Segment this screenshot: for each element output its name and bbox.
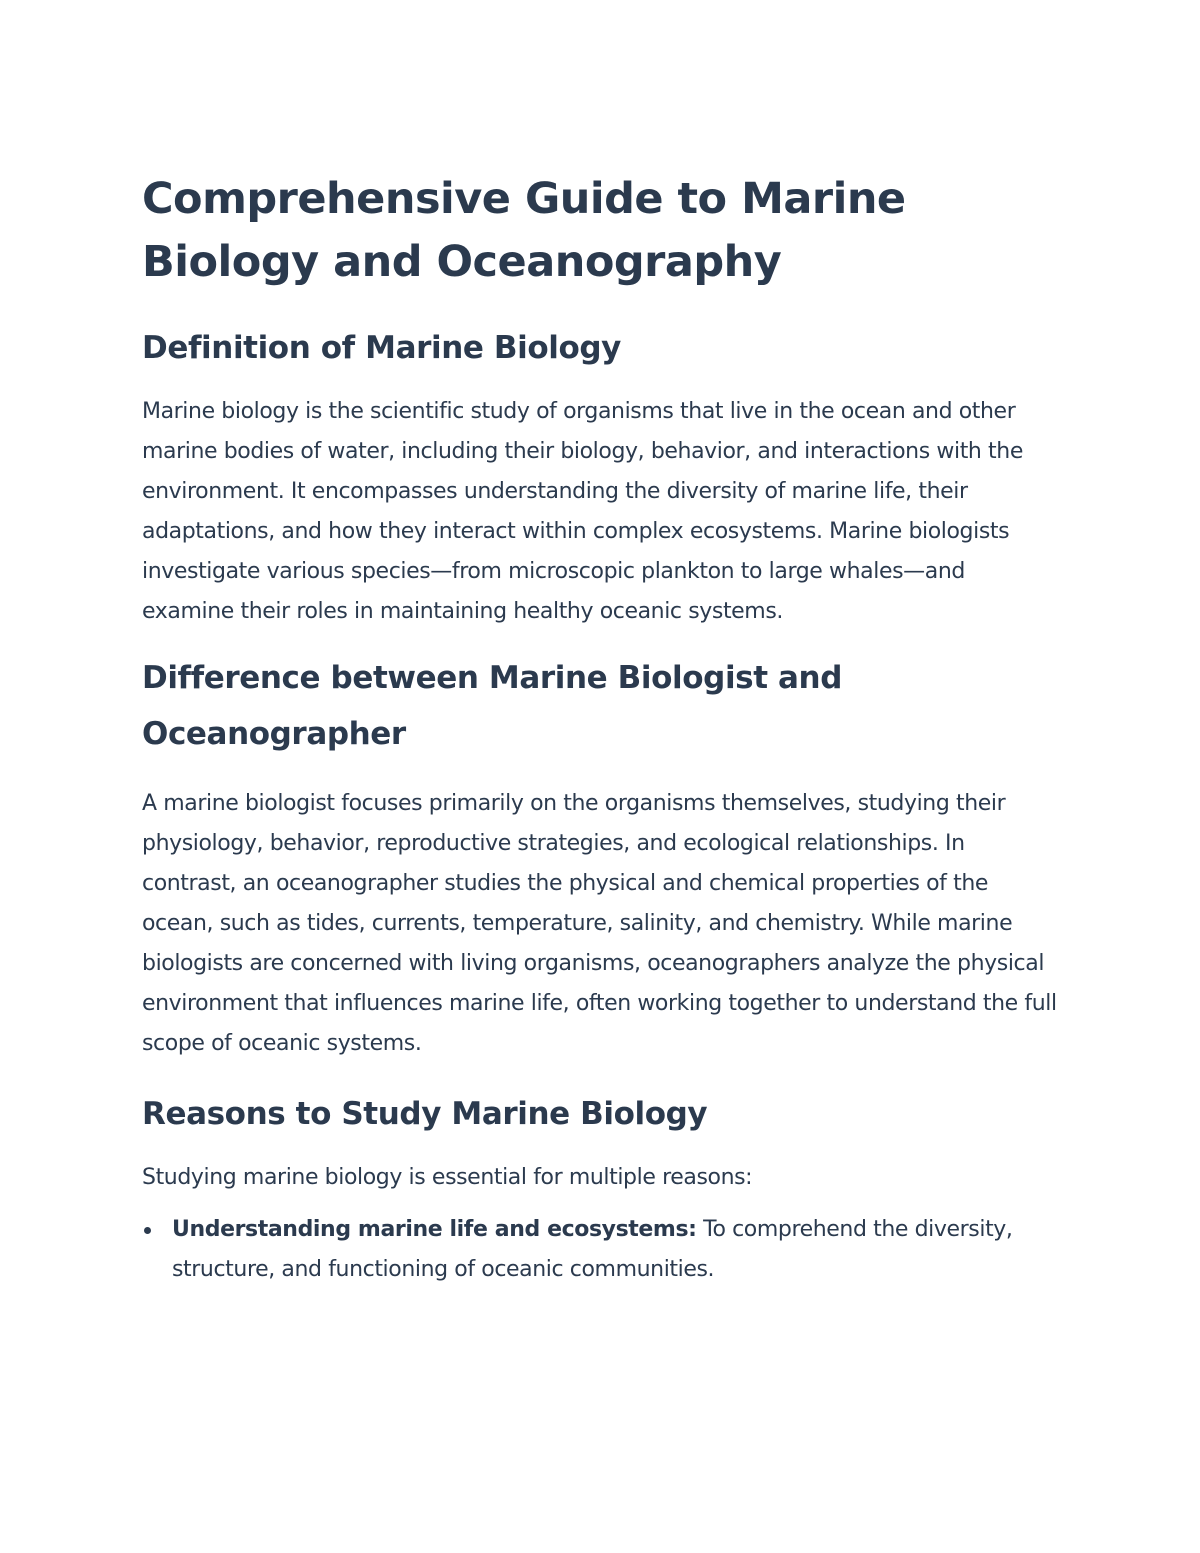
document-title: Comprehensive Guide to Marine Biology and Oceanography bbox=[142, 174, 906, 287]
section-paragraph-reasons: Studying marine biology is essential for multiple reasons: bbox=[142, 1165, 753, 1190]
section-paragraph-definition: Marine biology is the scientific study of organisms that live in the ocean and other marine bodies of water, including their biology, behavior, and interactions with the environment. It encompasses understanding the diversity of marine life, their adaptations, and how they interact within complex ecosystems. Marine biologists investigate various species—from microscopic plankton to large whales—and examine their roles in maintaining healthy oceanic systems. bbox=[142, 399, 1023, 624]
list-item-bold-label: Understanding marine life and ecosystems: bbox=[172, 1217, 697, 1242]
section-heading-definition: Definition of Marine Biology bbox=[142, 330, 621, 366]
section-heading-difference: Difference between Marine Biologist and Oceanographer bbox=[142, 660, 843, 752]
document-page bbox=[142, 168, 1062, 1290]
reasons-list bbox=[142, 1210, 1062, 1290]
bullet-icon bbox=[144, 1227, 151, 1234]
section-heading-reasons: Reasons to Study Marine Biology bbox=[142, 1096, 708, 1132]
list-item-text: To comprehend the diversity, structure, and functioning of oceanic communities. bbox=[172, 1217, 1013, 1282]
section-paragraph-difference: A marine biologist focuses primarily on the organisms themselves, studying their physiology, behavior, reproductive strategies, and ecological relationships. In contrast, an oceanographer studies the physical and chemical properties of the ocean, such as tides, currents, temperature, salinity, and chemistry. While marine biologists are concerned with living organisms, oceanographers analyze the physical environment that influences marine life, often working together to understand the full scope of oceanic systems. bbox=[142, 791, 1057, 1056]
list-item bbox=[142, 1210, 1062, 1290]
